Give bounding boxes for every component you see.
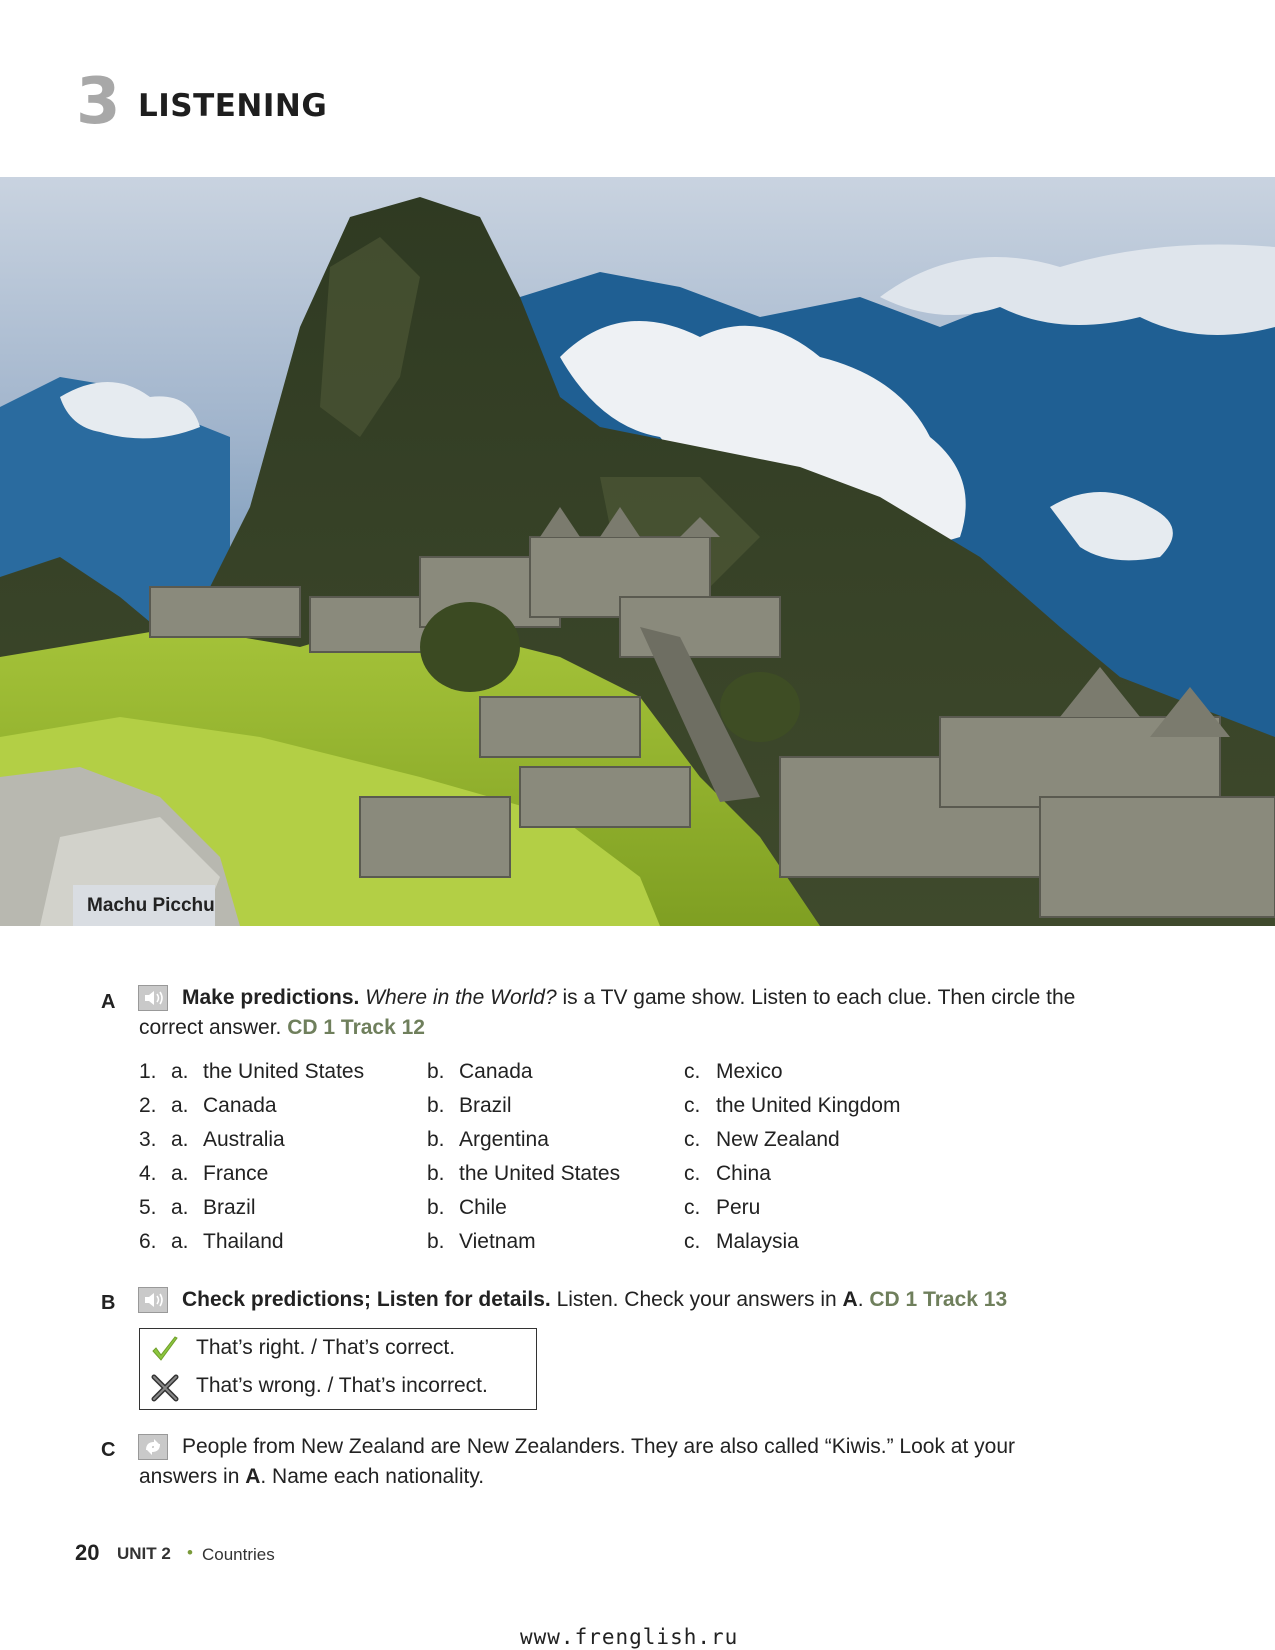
exercise-a-text-1: is a TV game show. Listen to each clue. Then circle the xyxy=(556,986,1076,1009)
list-item xyxy=(684,1230,799,1254)
section-number: 3 xyxy=(76,65,121,139)
expressions-box xyxy=(139,1328,537,1410)
section-title: LISTENING xyxy=(138,88,328,124)
exercise-ref: A xyxy=(842,1288,858,1311)
choice-c[interactable]: China xyxy=(716,1162,771,1185)
choice-label: c. xyxy=(684,1196,701,1219)
choice-label: b. xyxy=(427,1060,445,1083)
choice-label: a. xyxy=(171,1230,189,1253)
choice-label: a. xyxy=(171,1060,189,1083)
list-item xyxy=(427,1094,512,1118)
list-item xyxy=(427,1230,536,1254)
exercise-b-heading: Check predictions; Listen for details. xyxy=(182,1288,551,1311)
choice-label: b. xyxy=(427,1162,445,1185)
list-item xyxy=(139,1060,364,1084)
pair-work-icon[interactable] xyxy=(138,1434,168,1465)
exercise-ref: A xyxy=(245,1465,261,1488)
choice-label: a. xyxy=(171,1162,189,1185)
item-number: 2. xyxy=(139,1094,157,1117)
choice-label: a. xyxy=(171,1196,189,1219)
exercise-a-text-2: correct answer. xyxy=(139,1016,288,1039)
choice-label: c. xyxy=(684,1162,701,1185)
list-item xyxy=(427,1196,507,1220)
choice-a[interactable]: Brazil xyxy=(203,1196,256,1219)
choice-label: a. xyxy=(171,1094,189,1117)
exercise-b-letter: B xyxy=(101,1292,116,1314)
exercise-b-instruction xyxy=(182,1285,1007,1315)
choice-a[interactable]: Australia xyxy=(203,1128,285,1151)
choice-b[interactable]: the United States xyxy=(459,1162,621,1185)
photo-caption xyxy=(73,885,215,926)
correct-expression: That’s right. / That’s correct. xyxy=(196,1336,456,1359)
list-item xyxy=(139,1196,256,1220)
exercise-a-heading: Make predictions. xyxy=(182,986,360,1009)
choice-label: b. xyxy=(427,1230,445,1253)
item-number: 5. xyxy=(139,1196,157,1219)
choice-c[interactable]: Peru xyxy=(716,1196,761,1219)
choice-a[interactable]: Thailand xyxy=(203,1230,284,1253)
list-item xyxy=(684,1128,840,1152)
choice-c[interactable]: New Zealand xyxy=(716,1128,840,1151)
page-number: 20 xyxy=(75,1540,100,1565)
unit-topic: Countries xyxy=(202,1545,275,1564)
item-number: 3. xyxy=(139,1128,157,1151)
list-item xyxy=(427,1162,620,1186)
exercise-b-text-1: Listen. Check your answers in xyxy=(550,1288,843,1311)
choice-label: b. xyxy=(427,1196,445,1219)
item-number: 6. xyxy=(139,1230,157,1253)
choice-a[interactable]: Canada xyxy=(203,1094,277,1117)
item-number: 4. xyxy=(139,1162,157,1185)
choice-b[interactable]: Chile xyxy=(459,1196,507,1219)
photo-caption-text: Machu Picchu xyxy=(87,895,215,916)
exercise-c-line-2 xyxy=(139,1462,484,1492)
choice-b[interactable]: Brazil xyxy=(459,1094,512,1117)
wrong-expression: That’s wrong. / That’s incorrect. xyxy=(196,1374,488,1397)
exercise-a-instruction-line-2 xyxy=(139,1013,425,1043)
choice-label: b. xyxy=(427,1128,445,1151)
choice-b[interactable]: Argentina xyxy=(459,1128,549,1151)
list-item xyxy=(684,1094,900,1118)
choice-label: c. xyxy=(684,1230,701,1253)
list-item xyxy=(139,1094,277,1118)
checkmark-icon xyxy=(150,1335,180,1370)
bullet-separator: • xyxy=(187,1543,193,1562)
choice-b[interactable]: Vietnam xyxy=(459,1230,536,1253)
list-item xyxy=(427,1060,533,1084)
exercise-b-text-2: . xyxy=(857,1288,870,1311)
list-item xyxy=(684,1060,783,1084)
choice-c[interactable]: Malaysia xyxy=(716,1230,799,1253)
list-item xyxy=(139,1230,284,1254)
exercise-c-line-1: People from New Zealand are New Zealanders. They are also called “Kiwis.” Look at your xyxy=(182,1435,1016,1458)
choice-label: c. xyxy=(684,1094,701,1117)
choice-b[interactable]: Canada xyxy=(459,1060,533,1083)
choice-label: c. xyxy=(684,1060,701,1083)
unit-label: UNIT 2 xyxy=(117,1544,171,1563)
track-label: CD 1 Track 12 xyxy=(287,1016,425,1039)
exercise-c-text-2b: . Name each nationality. xyxy=(260,1465,485,1488)
show-name: Where in the World? xyxy=(365,986,557,1009)
cross-icon xyxy=(150,1373,180,1408)
audio-icon[interactable] xyxy=(138,1287,168,1318)
list-item xyxy=(684,1162,771,1186)
list-item xyxy=(139,1162,268,1186)
choice-c[interactable]: Mexico xyxy=(716,1060,783,1083)
choice-label: a. xyxy=(171,1128,189,1151)
choice-c[interactable]: the United Kingdom xyxy=(716,1094,901,1117)
list-item xyxy=(684,1196,760,1220)
audio-icon[interactable] xyxy=(138,985,168,1016)
choice-label: b. xyxy=(427,1094,445,1117)
watermark-url: www.frenglish.ru xyxy=(520,1625,739,1649)
exercise-c-text-2a: answers in xyxy=(139,1465,246,1488)
choice-a[interactable]: France xyxy=(203,1162,269,1185)
machu-picchu-photo xyxy=(0,177,1275,926)
item-number: 1. xyxy=(139,1060,157,1083)
list-item xyxy=(427,1128,549,1152)
exercise-c-letter: C xyxy=(101,1439,116,1461)
list-item xyxy=(139,1128,285,1152)
choice-label: c. xyxy=(684,1128,701,1151)
choice-a[interactable]: the United States xyxy=(203,1060,365,1083)
track-label: CD 1 Track 13 xyxy=(869,1288,1008,1311)
exercise-a-letter: A xyxy=(101,991,116,1013)
exercise-a-instruction-line-1 xyxy=(182,983,1075,1013)
